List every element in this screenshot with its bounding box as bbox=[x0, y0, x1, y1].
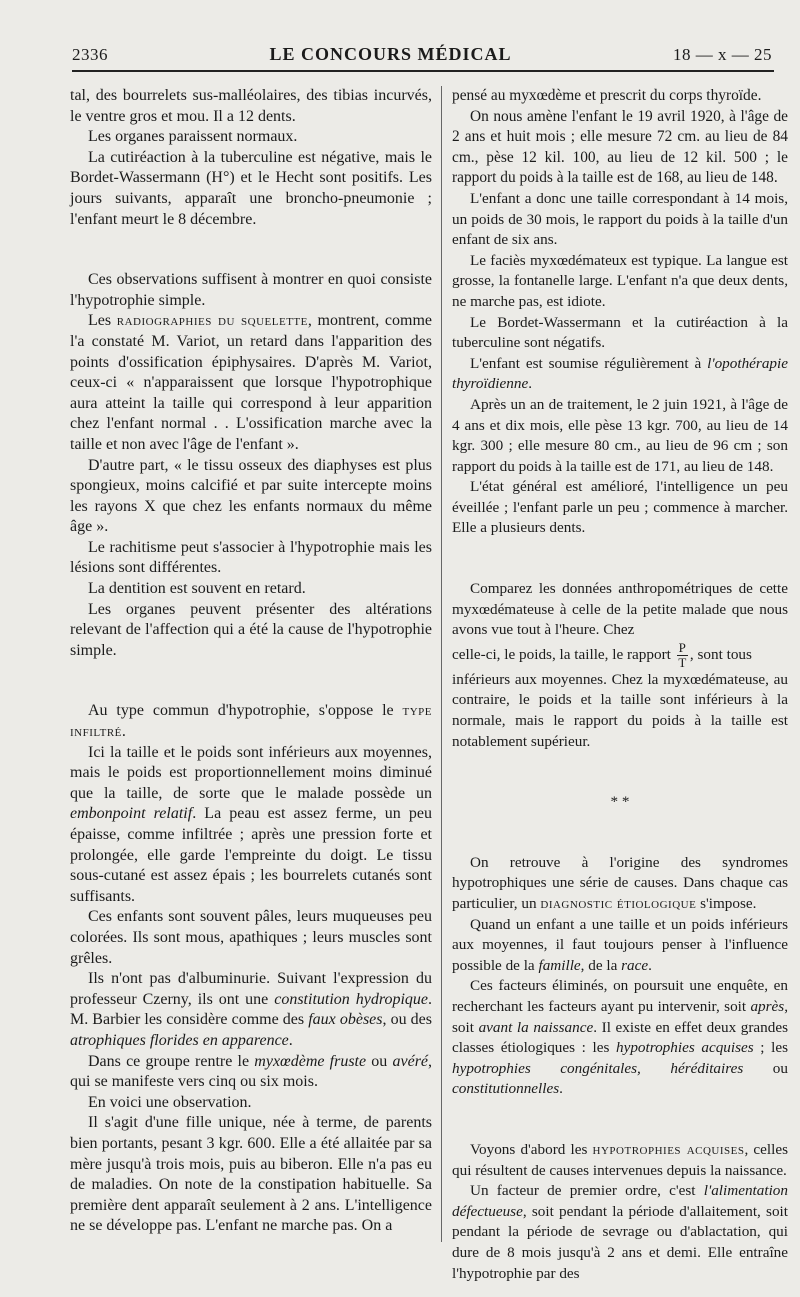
paragraph: On retrouve à l'origine des syndromes hypotrophiques une série de causes. Dans chaque cas particulier, un diagnostic étiologique s'impose. bbox=[452, 853, 788, 912]
section-spacer bbox=[70, 230, 432, 270]
paragraph: En voici une observation. bbox=[88, 1093, 252, 1111]
header-rule bbox=[72, 70, 774, 72]
paragraph: Après un an de traitement, le 2 juin 1921, à l'âge de 4 ans et dix mois, elle pèse 13 kgr. 700, au lieu de 14 kgr. 300 ; elle mesure 80 cm., au lieu de 96 cm ; son rapport du poids à la taille est de 171, au lieu de 148. bbox=[452, 395, 788, 475]
paragraph: inférieurs aux moyennes. Chez la myxœdémateuse, au contraire, le poids et la taille sont inférieurs à la normale, mais le rapport du poids à la taille est notablement supérieur. bbox=[452, 670, 788, 750]
section-spacer bbox=[452, 813, 788, 853]
paragraph: L'enfant est soumise régulièrement à l'opothérapie thyroïdienne. bbox=[452, 354, 788, 393]
section-asterism: * * bbox=[610, 793, 630, 811]
ratio-fraction: $\frac{P}{T}$ bbox=[678, 639, 687, 670]
paragraph: Les organes peuvent présenter des altérations relevant de l'affection qui a été la cause de l'hypotrophie simple. bbox=[70, 600, 432, 659]
paragraph: D'autre part, « le tissu osseux des diaphyses est plus spongieux, moins calcifié et par suite intercepte moins les rayons X que chez les enfants normaux du même âge ». bbox=[70, 456, 432, 536]
page-number: 2336 bbox=[72, 45, 108, 64]
paragraph: Ces observations suffisent à montrer en quoi consiste l'hypotrophie simple. bbox=[70, 271, 432, 309]
paragraph: Voyons d'abord les hypotrophies acquises, celles qui résultent de causes intervenues depuis la naissance. bbox=[452, 1140, 789, 1179]
paragraph: Le Bordet-Wassermann et la cutiréaction à la tuberculine sont négatifs. bbox=[452, 313, 788, 352]
page-header bbox=[72, 44, 772, 65]
paragraph: Ici la taille et le poids sont inférieurs aux moyennes, mais le poids est proportionnellement moins diminué que la taille, de sorte que le malade possède un embonpoint relatif. La peau est assez ferme, un peu épaisse, comme infiltrée ; après une pression forte et prolongée, elle garde l'empreinte du doigt. Le tissu sous-cutané est assez épais ; les bourrelets cutanés sont suffisants. bbox=[70, 743, 433, 905]
paragraph: celle-ci, le poids, la taille, le rapport $\frac{P}{T}$ , sont tous bbox=[452, 639, 752, 670]
section-spacer bbox=[452, 539, 788, 579]
section-spacer bbox=[452, 752, 788, 792]
paragraph: Au type commun d'hypotrophie, s'oppose le type infiltré. bbox=[70, 702, 432, 741]
paragraph: Le faciès myxœdémateux est typique. La langue est grosse, la fontanelle large. L'enfant n'a que deux dents, ne marche pas, est idiote. bbox=[452, 251, 788, 310]
paragraph: Quand un enfant a une taille et un poids inférieurs aux moyennes, il faut toujours penser à l'influence possible de la famille, de la race. bbox=[452, 915, 788, 974]
small-caps-heading: type infiltré bbox=[70, 702, 432, 741]
paragraph: Un facteur de premier ordre, c'est l'alimentation défectueuse, soit pendant la période d'allaitement, soit pendant la période de sevrage ou d'ablactation, qui dure de 8 mois jusqu'à 2 ans et demi. Elle entraîne l'hypotrophie par des bbox=[452, 1182, 788, 1282]
small-caps-heading: radiographies du squelette bbox=[116, 312, 308, 330]
paragraph: Ils n'ont pas d'albuminurie. Suivant l'expression du professeur Czerny, ils ont une constitution hydropique. M. Barbier les considère comme des faux obèses, ou des atrophiques florides en apparence. bbox=[70, 970, 433, 1049]
paragraph: L'enfant a donc une taille correspondant à 14 mois, un poids de 30 mois, le rapport du poids à la taille d'un enfant de six ans. bbox=[452, 189, 788, 249]
paragraph: Ces enfants sont souvent pâles, leurs muqueuses peu colorées. Ils sont mous, apathiques ; leurs muscles sont grêles. bbox=[70, 908, 432, 967]
column-divider bbox=[441, 86, 442, 1242]
section-spacer bbox=[70, 661, 432, 701]
paragraph: L'état général est amélioré, l'intelligence un peu éveillée ; l'enfant parle un peu ; commence à marcher. Elle a plusieurs dents. bbox=[452, 478, 788, 537]
paragraph: Ces facteurs éliminés, on poursuit une enquête, en recherchant les facteurs ayant pu intervenir, soit après, soit avant la naissance. Il existe en effet deux grandes classes étiologiques : les hypotrophies acquises ; les hypotrophies congénitales, héréditaires ou constitutionnelles. bbox=[452, 977, 789, 1098]
paragraph: Il s'agit d'une fille unique, née à terme, de parents bien portants, pesant 3 kgr. 600. Elle a été allaitée par sa mère jusqu'à trois mois, puis au biberon. Elle n'a pas eu de maladies. On note de la constipation habituelle. Sa première dent apparaît seulement à 2 ans. L'intelligence ne se développe pas. L'enfant ne marche pas. On a bbox=[70, 1114, 432, 1235]
small-caps-heading: diagnostic étiologique bbox=[540, 895, 697, 912]
left-column bbox=[70, 86, 432, 1237]
paragraph: Les radiographies du squelette, montrent, comme l'a constaté M. Variot, un retard dans l'apparition des points d'ossification épiphysaires. D'après M. Variot, ceux-ci « n'apparaissent que lorsque l'hypotrophique aura atteint la taille qui correspond à leur apparition chez l'enfant normal . . L'ossification marche avec la taille et non avec l'âge de l'enfant ». bbox=[70, 312, 432, 453]
paragraph: Comparez les données anthropométriques de cette myxœdémateuse à celle de la petite malade que nous avons vue tout à l'heure. Chez bbox=[452, 580, 788, 639]
issue-date: 18 — x — 25 bbox=[673, 45, 772, 64]
small-caps-heading: hypotrophies acquises bbox=[592, 1140, 745, 1158]
paragraph: tal, des bourrelets sus-malléolaires, des tibias incurvés, le ventre gros et mou. Il a 12 dents. bbox=[70, 87, 432, 125]
paragraph: Les organes paraissent normaux. bbox=[88, 128, 298, 146]
paragraph: Dans ce groupe rentre le myxœdème fruste ou avéré, qui se manifeste vers cinq ou six mois. bbox=[70, 1052, 433, 1091]
paragraph: Le rachitisme peut s'associer à l'hypotrophie mais les lésions sont différentes. bbox=[70, 538, 432, 577]
journal-title: LE CONCOURS MÉDICAL bbox=[269, 44, 512, 64]
paragraph: On nous amène l'enfant le 19 avril 1920, à l'âge de 2 ans et huit mois ; elle mesure 72 cm. au lieu de 84 cm., pèse 12 kil. 100, au lieu de 12 kil. 500 ; le rapport du poids à la taille est de 168, au lieu de 148. bbox=[452, 107, 788, 187]
paragraph: pensé au myxœdème et prescrit du corps thyroïde. bbox=[452, 87, 762, 104]
paragraph: La dentition est souvent en retard. bbox=[88, 580, 306, 598]
right-column bbox=[452, 86, 788, 1284]
paragraph: La cutiréaction à la tuberculine est négative, mais le Bordet-Wassermann (H°) et le Hecht sont positifs. Les jours suivants, apparaît une broncho-pneumonie ; l'enfant meurt le 8 décembre. bbox=[70, 148, 432, 228]
section-spacer bbox=[452, 1100, 788, 1140]
